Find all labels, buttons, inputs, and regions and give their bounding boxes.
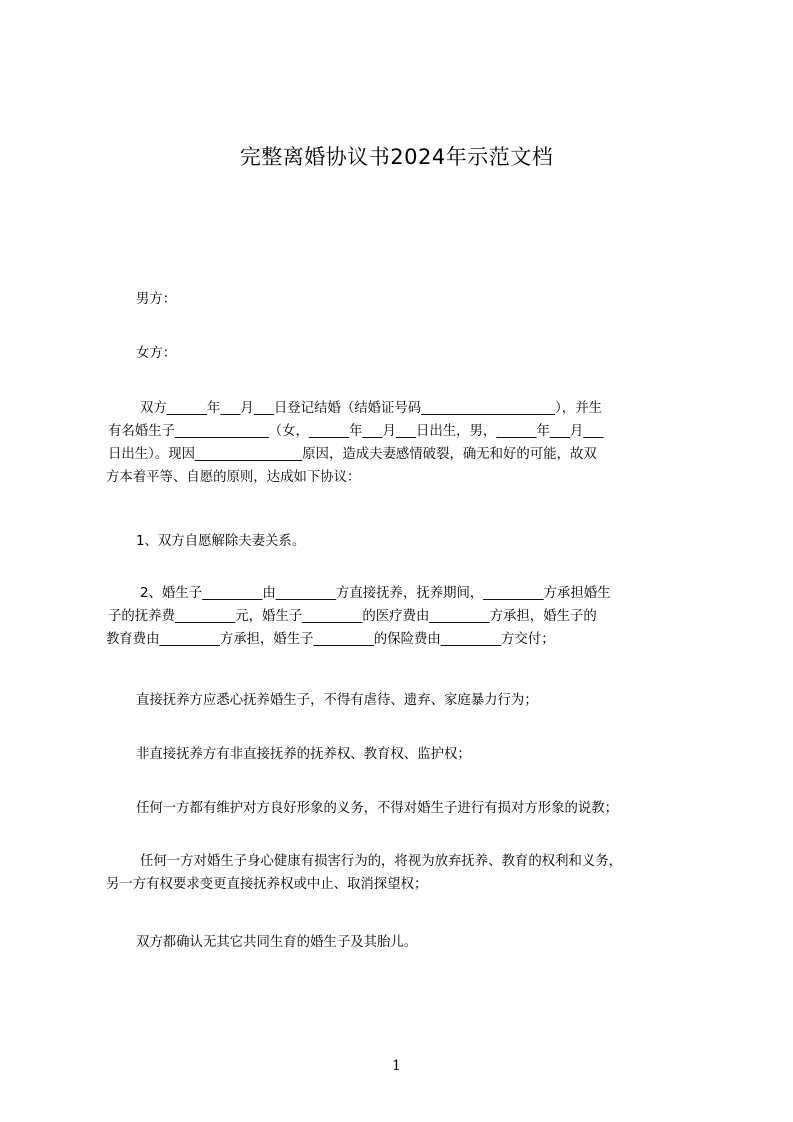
female-party-label: [106, 342, 700, 365]
document-title: 完整离婚协议书2024年示范文档: [239, 145, 554, 169]
intro-line-2: 有名婚生子______________（女，______年___月___日出生，男，______年___月___: [108, 424, 604, 439]
harm-clause-paragraph: [106, 850, 700, 896]
clause-1-text: 1、双方自愿解除夫妻关系。: [136, 534, 306, 549]
clause-2-line-2: 子的抚养费_________元，婚生子_________的医疗费由_________方承担，婚生子的: [108, 609, 597, 624]
intro-line-4: 方本着平等、自愿的原则，达成如下协议：: [106, 470, 361, 485]
harm-clause-line-1: 任何一方对婚生子身心健康有损害行为的，将视为放弃抚养、教育的权利和义务，: [140, 854, 623, 869]
harm-clause-line-2: 另一方有权要求变更直接抚养权或中止、取消探望权；: [106, 877, 428, 892]
image-duty-text: 任何一方都有维护对方良好形象的义务，不得对婚生子进行有损对方形象的说教；: [136, 801, 619, 816]
page-number: 1: [392, 1058, 401, 1074]
intro-line-3: 日出生）。现因________________原因，造成夫妻感情破裂，确无和好的可能，故双: [108, 447, 597, 462]
male-party-label: [106, 288, 700, 311]
male-party-text: 男方：: [136, 292, 177, 307]
direct-custody-text: 直接抚养方应悉心抚养婚生子，不得有虐待、遗弃、家庭暴力行为；: [136, 693, 538, 708]
direct-custody-paragraph: [106, 689, 700, 712]
clause-2-line-1: 2、婚生子_________由_________方直接抚养，抚养期间，_________方承担婚生: [140, 586, 611, 601]
non-custodial-rights-text: 非直接抚养方有非直接抚养的抚养权、教育权、监护权；: [136, 747, 471, 762]
intro-line-1: 双方______年___月___日登记结婚（结婚证号码____________________），并生: [140, 401, 602, 416]
clause-1: [106, 530, 700, 553]
clause-2: [106, 582, 700, 651]
intro-paragraph: [106, 397, 700, 489]
female-party-text: 女方：: [136, 346, 177, 361]
non-custodial-rights-paragraph: [106, 743, 700, 766]
image-duty-paragraph: [106, 797, 700, 820]
confirmation-text: 双方都确认无其它共同生育的婚生子及其胎儿。: [136, 935, 418, 950]
confirmation-paragraph: [106, 931, 700, 954]
clause-2-line-3: 教育费由_________方承担，婚生子_________的保险费由_________方交付；: [106, 632, 555, 647]
